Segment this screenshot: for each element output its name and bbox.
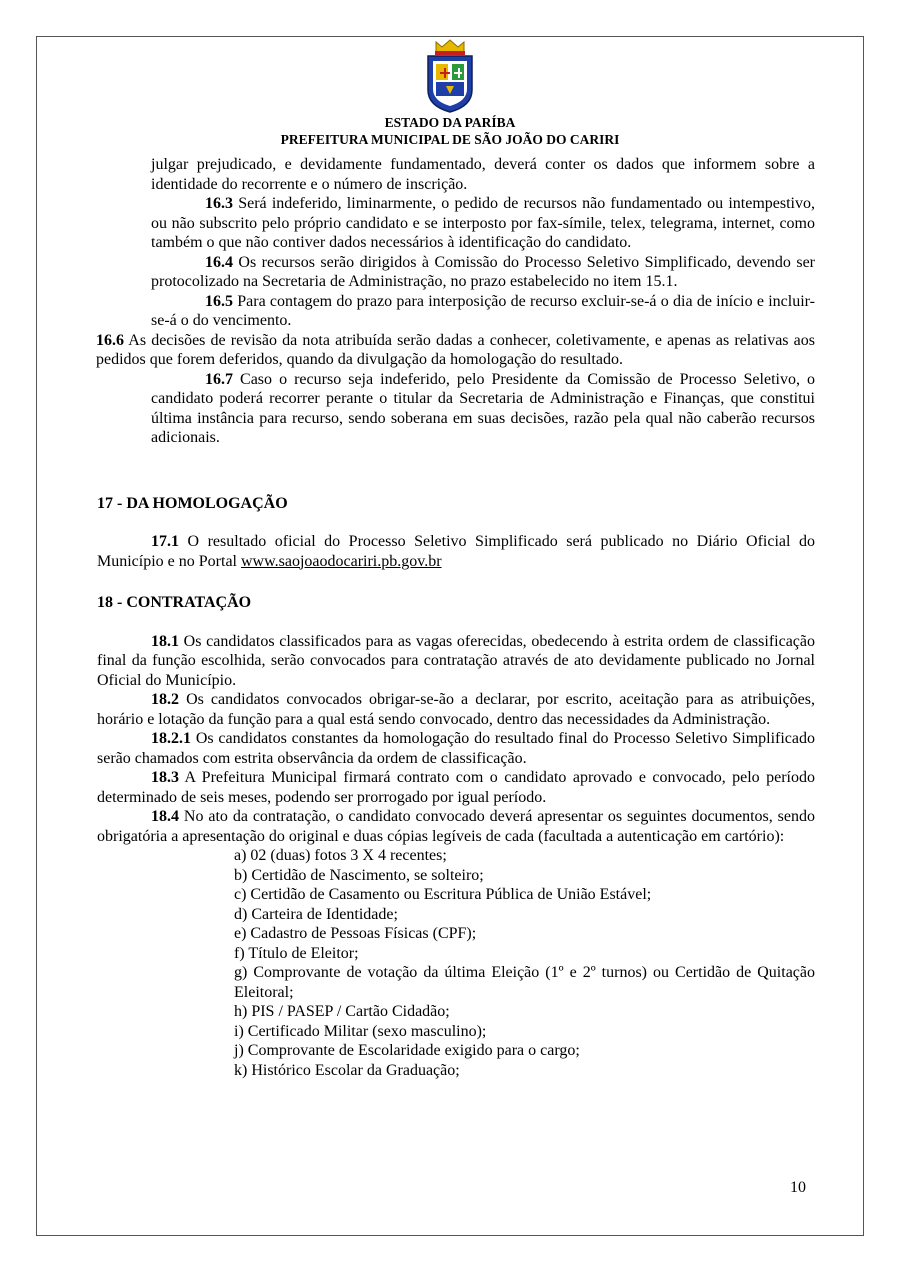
section-heading-17: 17 - DA HOMOLOGAÇÃO — [97, 494, 288, 512]
list-item: e) Cadastro de Pessoas Físicas (CPF); — [234, 925, 477, 942]
paragraph-text: As decisões de revisão da nota atribuída serão dadas a conhecer, coletivamente, e apenas as relativas aos pedidos que forem deferidos, quando da divulgação da homologação do resultado. — [96, 331, 815, 368]
document-header — [0, 38, 900, 148]
page-number: 10 — [790, 1179, 806, 1196]
header-municipality: PREFEITURA MUNICIPAL DE SÃO JOÃO DO CARIRI — [280, 132, 620, 147]
paragraph-18-2 — [97, 690, 815, 729]
list-item: j) Comprovante de Escolaridade exigido para o cargo; — [234, 1042, 580, 1059]
paragraph-18-3 — [97, 768, 815, 807]
paragraph-16-5 — [97, 292, 815, 331]
header-state: ESTADO DA PARÍBA — [384, 115, 516, 130]
item-number: 18.2.1 — [151, 730, 191, 747]
paragraph-16-3 — [97, 194, 815, 253]
item-number: 18.4 — [151, 808, 179, 825]
paragraph-16-4 — [97, 253, 815, 292]
list-item: g) Comprovante de votação da última Eleição (1º e 2º turnos) ou Certidão de Quitação Eleitoral; — [234, 964, 815, 1001]
item-number: 16.5 — [205, 292, 233, 310]
paragraph-text: Os candidatos classificados para as vagas oferecidas, obedecendo à estrita ordem de classificação final da função escolhida, serão convocados para contratação através de ato devidamente publicado no Jornal Oficial do Município. — [97, 632, 815, 689]
paragraph-16-6 — [96, 331, 815, 370]
paragraph-text: Será indeferido, liminarmente, o pedido de recursos não fundamentado ou intempestivo, ou não subscrito pelo próprio candidato e se interposto por fax-símile, telex, telegrama, internet, como também o que não contiver dados necessários à identificação do candidato. — [151, 195, 815, 251]
paragraph-16-7 — [97, 370, 815, 448]
paragraph-text: Caso o recurso seja indeferido, pelo Presidente da Comissão de Processo Seletivo, o candidato poderá recorrer perante o titular da Secretaria de Administração e Finanças, que constitui última instância para recurso, sendo soberana em suas decisões, razão pela qual não caberão recursos adicionais. — [151, 370, 815, 446]
section-heading-18: 18 - CONTRATAÇÃO — [97, 594, 252, 611]
item-number: 16.4 — [205, 253, 233, 271]
list-item: f) Título de Eleitor; — [234, 944, 359, 962]
item-number: 18.1 — [151, 632, 179, 650]
list-item: i) Certificado Militar (sexo masculino); — [234, 1022, 487, 1040]
list-item: c) Certidão de Casamento ou Escritura Pública de União Estável; — [234, 886, 652, 903]
item-number: 16.6 — [96, 331, 124, 349]
list-item: d) Carteira de Identidade; — [234, 905, 398, 923]
list-item: a) 02 (duas) fotos 3 X 4 recentes; — [234, 847, 447, 864]
required-documents-list — [97, 846, 815, 1080]
municipal-coat-of-arms — [422, 38, 478, 114]
document-body — [97, 155, 815, 1080]
paragraph-18-1 — [97, 632, 815, 691]
portal-link[interactable]: www.saojoaodocariri.pb.gov.br — [240, 552, 442, 570]
paragraph-text: No ato da contratação, o candidato convocado deverá apresentar os seguintes documentos, sendo obrigatória a apresentação do original e duas cópias legíveis de cada (facultada a autenticação em cartório): — [97, 808, 815, 845]
item-number: 18.3 — [151, 769, 179, 786]
item-number: 16.7 — [205, 370, 233, 388]
paragraph-text: Os candidatos convocados obrigar-se-ão a declarar, por escrito, aceitação para as atribuições, horário e lotação da função para a qual está sendo convocado, dentro das necessidades da Administração. — [97, 691, 815, 728]
item-number: 17.1 — [151, 533, 179, 550]
item-number: 18.2 — [151, 691, 179, 708]
list-item: k) Histórico Escolar da Graduação; — [234, 1061, 460, 1079]
paragraph-text: A Prefeitura Municipal firmará contrato com o candidato aprovado e convocado, pelo período determinado de seis meses, podendo ser prorrogado por igual período. — [97, 769, 815, 806]
paragraph-18-2-1 — [97, 729, 815, 768]
list-item: b) Certidão de Nascimento, se solteiro; — [234, 866, 484, 884]
paragraph-18-4 — [97, 807, 815, 846]
paragraph-continuation: julgar prejudicado, e devidamente fundamentado, deverá conter os dados que informem sobre a identidade do recorrente e o número de inscrição. — [151, 156, 815, 193]
list-item: h) PIS / PASEP / Cartão Cidadão; — [234, 1003, 450, 1020]
paragraph-text: Os recursos serão dirigidos à Comissão do Processo Seletivo Simplificado, devendo ser protocolizado na Secretaria de Administração, no prazo estabelecido no item 15.1. — [151, 253, 815, 290]
paragraph-17-1 — [97, 532, 815, 571]
item-number: 16.3 — [205, 195, 233, 212]
paragraph-text: O resultado oficial do Processo Seletivo Simplificado será publicado no Diário Oficial do Município e no Portal — [97, 533, 815, 570]
paragraph-text: Para contagem do prazo para interposição de recurso excluir-se-á o dia de início e incluir-se-á o do vencimento. — [151, 292, 815, 329]
paragraph-text: Os candidatos constantes da homologação do resultado final do Processo Seletivo Simplificado serão chamados com estrita observância da ordem de classificação. — [97, 730, 815, 767]
